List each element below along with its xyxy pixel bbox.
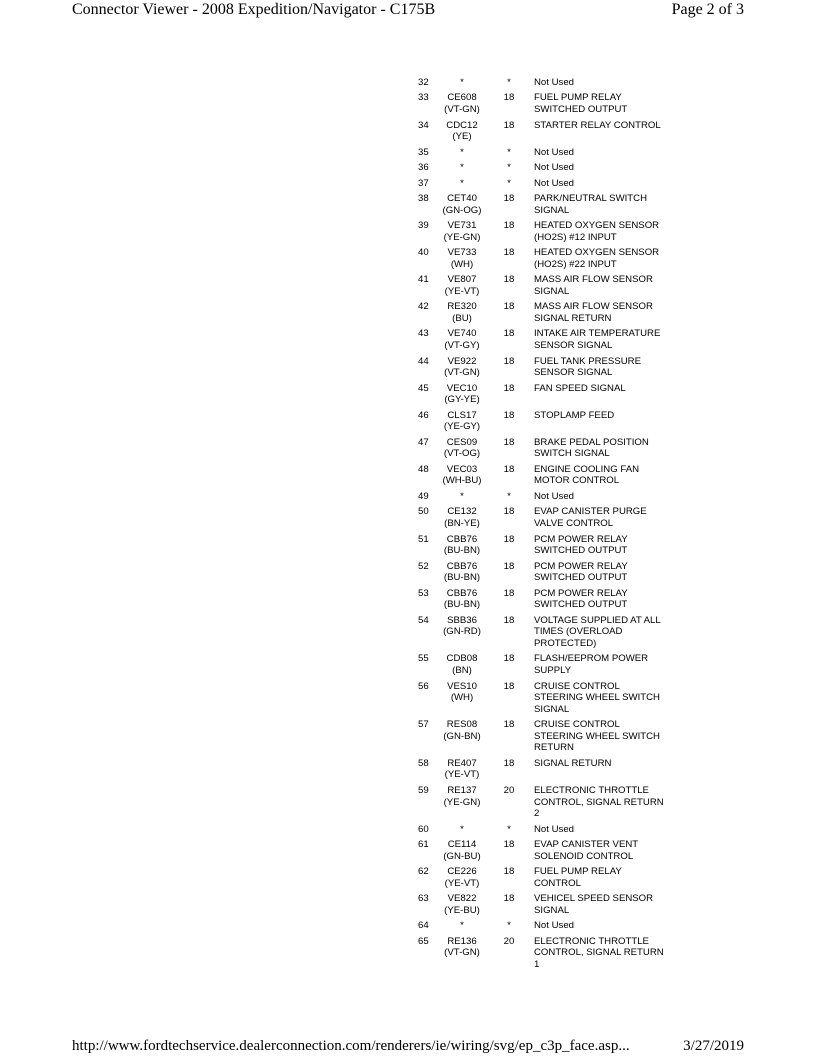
table-row xyxy=(410,534,690,561)
circuit-id: CBB76 xyxy=(446,587,478,599)
circuit-function: BRAKE PEDAL POSITION SWITCH SIGNAL xyxy=(534,436,649,460)
circuit-id: * xyxy=(460,920,464,932)
table-row xyxy=(410,193,690,220)
circuit-function: VEHICEL SPEED SENSOR SIGNAL xyxy=(534,893,654,916)
circuit-function: ELECTRONIC THROTTLE CONTROL, SIGNAL RETURN 1 xyxy=(534,935,664,970)
circuit-function: MASS AIR FLOW SENSOR SIGNAL RETURN xyxy=(534,301,653,324)
circuit-cell xyxy=(440,162,484,174)
wire-color: (WH) xyxy=(450,692,474,704)
page-title: Connector Viewer - 2008 Expedition/Navigator - C175B xyxy=(72,1,436,18)
circuit-function: FUEL TANK PRESSURE SENSOR SIGNAL xyxy=(534,355,641,379)
wire-color: (YE-BU) xyxy=(444,904,480,916)
wire-color: (WH) xyxy=(450,258,474,270)
wire-gauge: 18 xyxy=(503,587,515,599)
wire-gauge: 18 xyxy=(503,533,515,545)
wire-gauge: 18 xyxy=(503,719,515,731)
circuit-cell xyxy=(440,936,484,971)
circuit-function: Not Used xyxy=(534,77,574,88)
pin-number: 51 xyxy=(418,533,429,545)
circuit-function: HEATED OXYGEN SENSOR (HO2S) #12 INPUT xyxy=(534,220,660,243)
circuit-function: Not Used xyxy=(534,177,574,189)
circuit-id: CDC12 xyxy=(446,119,478,131)
circuit-function: PCM POWER RELAY SWITCHED OUTPUT xyxy=(534,587,628,611)
pin-number: 59 xyxy=(418,784,429,796)
pin-number: 62 xyxy=(418,866,429,878)
pin-number: 43 xyxy=(418,328,429,340)
wire-gauge: 18 xyxy=(503,893,515,905)
circuit-function: STARTER RELAY CONTROL xyxy=(534,119,661,131)
circuit-function: FAN SPEED SIGNAL xyxy=(534,382,626,394)
circuit-id: SBB36 xyxy=(447,614,477,626)
circuit-cell xyxy=(440,653,484,676)
wire-color: (GN-RD) xyxy=(443,626,481,638)
circuit-function: Not Used xyxy=(534,823,574,835)
circuit-cell xyxy=(440,147,484,159)
wire-color: (BU-BN) xyxy=(443,599,481,611)
circuit-cell xyxy=(440,193,484,216)
wire-gauge: 18 xyxy=(503,614,515,626)
table-row xyxy=(410,936,690,975)
table-row xyxy=(410,561,690,588)
wire-gauge: 18 xyxy=(503,436,515,448)
circuit-id: CET40 xyxy=(447,193,477,205)
table-row xyxy=(410,893,690,920)
circuit-cell xyxy=(440,615,484,650)
wire-color: (GY-YE) xyxy=(444,394,480,406)
circuit-cell xyxy=(440,491,484,503)
circuit-id: RE136 xyxy=(447,935,477,947)
circuit-cell xyxy=(440,120,484,143)
wire-color: (YE-GN) xyxy=(443,231,481,243)
table-row xyxy=(410,615,690,654)
circuit-function: STOPLAMP FEED xyxy=(534,409,615,421)
wire-color: (YE-VT) xyxy=(444,769,480,781)
circuit-function: ELECTRONIC THROTTLE CONTROL, SIGNAL RETURN 2 xyxy=(534,784,664,820)
wire-color: (VT-GN) xyxy=(444,367,480,379)
pin-number: 63 xyxy=(418,893,429,905)
pin-number: 45 xyxy=(418,382,429,394)
circuit-cell xyxy=(440,356,484,379)
circuit-cell xyxy=(440,588,484,611)
circuit-id: VE733 xyxy=(447,247,477,259)
wire-color: (VT-GY) xyxy=(444,340,480,352)
circuit-id: VE731 xyxy=(447,220,477,232)
table-row xyxy=(410,410,690,437)
circuit-cell xyxy=(440,561,484,584)
wire-color: (WH-BU) xyxy=(442,475,482,487)
wire-color: (BU-BN) xyxy=(443,545,481,557)
pin-number: 52 xyxy=(418,560,429,572)
circuit-id: VE740 xyxy=(447,328,477,340)
table-row xyxy=(410,681,690,720)
circuit-function: SIGNAL RETURN xyxy=(534,757,612,769)
pin-number: 65 xyxy=(418,935,429,947)
wire-gauge: 18 xyxy=(503,409,515,421)
wire-gauge: * xyxy=(507,77,511,88)
circuit-function: FLASH/EEPROM POWER SUPPLY xyxy=(534,653,649,677)
circuit-cell xyxy=(440,824,484,836)
circuit-cell xyxy=(440,301,484,324)
wire-gauge: * xyxy=(507,490,511,502)
wire-gauge: 18 xyxy=(503,355,515,367)
circuit-id: VE807 xyxy=(447,274,477,286)
circuit-id: CBB76 xyxy=(446,560,478,572)
wire-gauge: 18 xyxy=(503,328,515,340)
circuit-id: CE608 xyxy=(447,92,477,104)
wire-gauge: 18 xyxy=(503,220,515,232)
circuit-function: CRUISE CONTROL STEERING WHEEL SWITCH RETURN xyxy=(534,719,660,754)
table-row xyxy=(410,178,690,193)
circuit-id: VE822 xyxy=(447,893,477,905)
wire-gauge: 18 xyxy=(503,463,515,475)
circuit-function: CRUISE CONTROL STEERING WHEEL SWITCH SIGNAL xyxy=(534,680,660,715)
pin-number: 48 xyxy=(418,463,429,475)
table-row xyxy=(410,328,690,355)
circuit-function: Not Used xyxy=(534,920,574,932)
circuit-id: RE137 xyxy=(447,784,477,796)
circuit-cell xyxy=(440,464,484,487)
wire-gauge: * xyxy=(507,823,511,835)
table-row xyxy=(410,383,690,410)
wire-color: (YE-GY) xyxy=(443,421,481,433)
pin-number: 39 xyxy=(418,220,429,232)
wire-color: (BU-BN) xyxy=(443,572,481,584)
table-row xyxy=(410,653,690,680)
wire-gauge: 18 xyxy=(503,382,515,394)
circuit-cell xyxy=(440,534,484,557)
circuit-function: Not Used xyxy=(534,162,574,174)
pin-number: 64 xyxy=(418,920,429,932)
circuit-cell xyxy=(440,719,484,754)
circuit-cell xyxy=(440,437,484,460)
table-row xyxy=(410,866,690,893)
pin-number: 35 xyxy=(418,146,429,158)
pin-number: 37 xyxy=(418,177,429,189)
circuit-function: FUEL PUMP RELAY SWITCHED OUTPUT xyxy=(534,92,628,116)
circuit-function: MASS AIR FLOW SENSOR SIGNAL xyxy=(534,274,653,297)
circuit-function: EVAP CANISTER VENT SOLENOID CONTROL xyxy=(534,839,639,862)
circuit-cell xyxy=(440,681,484,716)
table-row xyxy=(410,162,690,177)
circuit-cell xyxy=(440,893,484,916)
circuit-id: VEC10 xyxy=(446,382,478,394)
circuit-cell xyxy=(440,839,484,862)
circuit-cell xyxy=(440,274,484,297)
wire-color: (VT-GN) xyxy=(444,104,480,116)
circuit-id: RE320 xyxy=(447,301,477,313)
wire-color: (BN-YE) xyxy=(444,518,480,530)
pin-number: 32 xyxy=(418,77,429,88)
pin-number: 34 xyxy=(418,119,429,131)
pin-number: 50 xyxy=(418,506,429,518)
pin-number: 53 xyxy=(418,587,429,599)
circuit-function: PCM POWER RELAY SWITCHED OUTPUT xyxy=(534,560,628,584)
wire-color: (YE-VT) xyxy=(444,877,480,889)
circuit-cell xyxy=(440,410,484,433)
wire-color: (GN-OG) xyxy=(442,204,482,216)
circuit-id: CE226 xyxy=(447,866,477,878)
circuit-id: * xyxy=(460,162,464,174)
circuit-id: RE407 xyxy=(447,757,477,769)
table-row xyxy=(410,247,690,274)
wire-gauge: 18 xyxy=(503,247,515,259)
page-number: Page 2 of 3 xyxy=(671,1,744,18)
circuit-cell xyxy=(440,506,484,529)
circuit-function: FUEL PUMP RELAY CONTROL xyxy=(534,866,622,889)
wire-color: (GN-BN) xyxy=(443,730,481,742)
wire-color: (YE-GN) xyxy=(443,796,481,808)
wire-gauge: * xyxy=(507,146,511,158)
pin-number: 38 xyxy=(418,193,429,205)
wire-gauge: 18 xyxy=(503,866,515,878)
circuit-id: CES09 xyxy=(446,436,478,448)
wire-gauge: 18 xyxy=(503,839,515,851)
pin-number: 46 xyxy=(418,409,429,421)
wire-gauge: 18 xyxy=(503,301,515,313)
table-row xyxy=(410,491,690,506)
circuit-function: INTAKE AIR TEMPERATURE SENSOR SIGNAL xyxy=(534,328,661,352)
pin-number: 40 xyxy=(418,247,429,259)
circuit-id: * xyxy=(460,77,464,88)
circuit-id: * xyxy=(460,490,464,502)
circuit-cell xyxy=(440,328,484,351)
wire-gauge: 18 xyxy=(503,193,515,205)
wire-color: (YE) xyxy=(452,131,472,143)
pin-number: 47 xyxy=(418,436,429,448)
circuit-cell xyxy=(440,178,484,190)
circuit-function: Not Used xyxy=(534,490,574,502)
footer-url: http://www.fordtechservice.dealerconnection.com/renderers/ie/wiring/svg/ep_c3p_face.asp... xyxy=(72,1038,630,1054)
wire-color: (BN) xyxy=(452,665,472,677)
table-row xyxy=(410,506,690,533)
wire-gauge: 18 xyxy=(503,506,515,518)
wire-gauge: 20 xyxy=(503,784,515,796)
circuit-function: Not Used xyxy=(534,146,574,158)
table-row xyxy=(410,719,690,758)
circuit-id: CLS17 xyxy=(447,409,477,421)
circuit-function: VOLTAGE SUPPLIED AT ALL TIMES (OVERLOAD PROTECTED) xyxy=(534,614,661,649)
wire-gauge: 20 xyxy=(503,935,515,947)
wire-gauge: 18 xyxy=(503,274,515,286)
pin-number: 41 xyxy=(418,274,429,286)
circuit-id: CDB08 xyxy=(446,653,478,665)
wire-gauge: 18 xyxy=(503,560,515,572)
table-row xyxy=(410,77,690,92)
wire-gauge: 18 xyxy=(503,757,515,769)
connector-pinout-table xyxy=(410,77,690,974)
circuit-function: HEATED OXYGEN SENSOR (HO2S) #22 INPUT xyxy=(534,247,660,270)
wire-gauge: 18 xyxy=(503,119,515,131)
pin-number: 58 xyxy=(418,757,429,769)
circuit-function: PCM POWER RELAY SWITCHED OUTPUT xyxy=(534,533,628,557)
wire-gauge: * xyxy=(507,177,511,189)
circuit-cell xyxy=(440,758,484,781)
table-row xyxy=(410,274,690,301)
circuit-cell xyxy=(440,866,484,889)
pin-number: 36 xyxy=(418,162,429,174)
circuit-function: ENGINE COOLING FAN MOTOR CONTROL xyxy=(534,463,640,487)
pin-number: 55 xyxy=(418,653,429,665)
pin-number: 54 xyxy=(418,614,429,626)
circuit-id: VES10 xyxy=(447,680,477,692)
circuit-id: CBB76 xyxy=(446,533,478,545)
circuit-id: * xyxy=(460,177,464,189)
table-row xyxy=(410,839,690,866)
table-row xyxy=(410,120,690,147)
footer-date: 3/27/2019 xyxy=(683,1038,744,1054)
circuit-id: * xyxy=(460,823,464,835)
wire-gauge: 18 xyxy=(503,680,515,692)
pin-number: 57 xyxy=(418,719,429,731)
circuit-cell xyxy=(440,383,484,406)
circuit-cell xyxy=(440,92,484,115)
circuit-cell xyxy=(440,220,484,243)
wire-gauge: 18 xyxy=(503,653,515,665)
wire-color: (VT-GN) xyxy=(444,947,480,959)
table-row xyxy=(410,464,690,491)
circuit-cell xyxy=(440,920,484,932)
wire-color: (GN-BU) xyxy=(443,850,481,862)
circuit-id: CE114 xyxy=(447,839,477,851)
pin-number: 42 xyxy=(418,301,429,313)
pin-number: 33 xyxy=(418,92,429,104)
circuit-id: RES08 xyxy=(446,719,478,731)
pin-number: 56 xyxy=(418,680,429,692)
circuit-cell xyxy=(440,247,484,270)
table-row xyxy=(410,785,690,824)
pin-number: 44 xyxy=(418,355,429,367)
table-row xyxy=(410,588,690,615)
circuit-id: VE922 xyxy=(447,355,477,367)
table-row xyxy=(410,147,690,162)
circuit-cell xyxy=(440,785,484,820)
circuit-id: * xyxy=(460,146,464,158)
table-row xyxy=(410,758,690,785)
wire-color: (YE-VT) xyxy=(444,285,480,297)
circuit-id: CE132 xyxy=(447,506,477,518)
wire-gauge: * xyxy=(507,920,511,932)
circuit-id: VEC03 xyxy=(446,463,478,475)
table-row xyxy=(410,92,690,119)
pin-number: 49 xyxy=(418,490,429,502)
pin-number: 60 xyxy=(418,823,429,835)
table-row xyxy=(410,437,690,464)
wire-gauge: 18 xyxy=(503,92,515,104)
table-row xyxy=(410,824,690,839)
table-row xyxy=(410,920,690,935)
table-row xyxy=(410,301,690,328)
wire-color: (VT-OG) xyxy=(443,448,481,460)
circuit-cell xyxy=(440,77,484,89)
circuit-function: PARK/NEUTRAL SWITCH SIGNAL xyxy=(534,193,648,216)
pin-number: 61 xyxy=(418,839,429,851)
wire-color: (BU) xyxy=(452,313,472,324)
circuit-function: EVAP CANISTER PURGE VALVE CONTROL xyxy=(534,506,647,530)
table-row xyxy=(410,356,690,383)
table-row xyxy=(410,220,690,247)
wire-gauge: * xyxy=(507,162,511,174)
